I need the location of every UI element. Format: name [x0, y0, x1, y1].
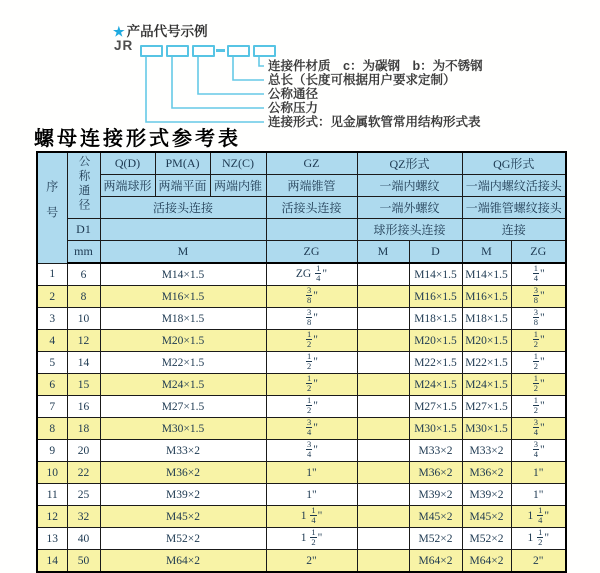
cell-dn-mm: 12 — [67, 330, 100, 352]
header-d1: D1 — [67, 219, 100, 241]
cell-qz-m — [357, 308, 409, 330]
cell-qz-d: M16×1.5 — [409, 286, 462, 308]
cell-dn-mm: 6 — [67, 263, 100, 286]
cell-gz-zg: 1 $\frac{1}{2}$ " — [266, 528, 357, 550]
code-box-5 — [253, 45, 276, 57]
header-zg: ZG — [266, 241, 357, 264]
header-qz-form: QZ形式 — [357, 152, 462, 175]
cell-qz-m — [357, 263, 409, 286]
cell-qz-d: M27×1.5 — [409, 396, 462, 418]
label-total-length: 总长（长度可根据用户要求定制） — [268, 73, 456, 87]
cell-qz-d: M24×1.5 — [409, 374, 462, 396]
cell-qg-zg: $\frac{1}{4}$ " — [511, 263, 566, 286]
cell-qz-d: M52×2 — [409, 528, 462, 550]
table-row — [37, 308, 566, 330]
cell-qz-m — [357, 418, 409, 440]
cell-seq-no: 10 — [37, 462, 67, 484]
cell-qz-m — [357, 462, 409, 484]
cell-qg-m: M18×1.5 — [462, 308, 511, 330]
table-row — [37, 418, 566, 440]
cell-m: M24×1.5 — [100, 374, 266, 396]
cell-qg-m: M30×1.5 — [462, 418, 511, 440]
cell-gz-zg: $\frac{1}{2}$ " — [266, 374, 357, 396]
label-nominal-press: 公称压力 — [268, 101, 319, 115]
cell-qz-m — [357, 352, 409, 374]
cell-qz-m — [357, 550, 409, 573]
table-row — [37, 484, 566, 506]
header-gz: GZ — [266, 152, 357, 175]
cell-dn-mm: 50 — [67, 550, 100, 573]
cell-qg-m: M27×1.5 — [462, 396, 511, 418]
label-material: 连接件材质 c：为碳钢 b：为不锈钢 — [268, 59, 483, 73]
code-box-3 — [192, 45, 215, 57]
cell-seq-no: 4 — [37, 330, 67, 352]
cell-seq-no: 9 — [37, 440, 67, 462]
cell-seq-no: 1 — [37, 263, 67, 286]
code-box-2 — [166, 45, 189, 57]
header-qz-m: M — [357, 241, 409, 264]
code-prefix: JR — [114, 38, 134, 53]
cell-m: M30×1.5 — [100, 418, 266, 440]
cell-qg-zg: $\frac{3}{8}$ " — [511, 286, 566, 308]
table-row — [37, 462, 566, 484]
header-conn: 连接 — [462, 219, 566, 241]
nut-connection-reference-table — [36, 151, 567, 573]
header-q-d: Q(D) — [100, 152, 155, 175]
cell-qz-d: M45×2 — [409, 506, 462, 528]
cell-m: M27×1.5 — [100, 396, 266, 418]
cell-gz-zg: $\frac{3}{4}$ " — [266, 440, 357, 462]
cell-qg-zg: 2" — [511, 550, 566, 573]
cell-dn-mm: 16 — [67, 396, 100, 418]
cell-gz-zg: ZG $\frac{1}{4}$ " — [266, 263, 357, 286]
cell-qz-d: M30×1.5 — [409, 418, 462, 440]
cell-m: M52×2 — [100, 528, 266, 550]
cell-gz-zg: 1" — [266, 484, 357, 506]
label-nominal-dia: 公称通径 — [268, 87, 319, 101]
code-dash — [216, 49, 225, 52]
cell-gz-zg: $\frac{3}{8}$ " — [266, 308, 357, 330]
cell-qz-d: M64×2 — [409, 550, 462, 573]
cell-m: M45×2 — [100, 506, 266, 528]
cell-qg-m: M16×1.5 — [462, 286, 511, 308]
cell-qz-d: M22×1.5 — [409, 352, 462, 374]
cell-m: M16×1.5 — [100, 286, 266, 308]
header-union-conn: 活接头连接 — [100, 197, 266, 219]
cell-qg-zg: $\frac{1}{2}$ " — [511, 330, 566, 352]
header-qz-sub1: 一端内螺纹 — [357, 175, 462, 197]
cell-seq-no: 14 — [37, 550, 67, 573]
cell-qz-m — [357, 484, 409, 506]
cell-gz-zg: 1 $\frac{1}{4}$ " — [266, 506, 357, 528]
header-gz-sub: 两端锥管 — [266, 175, 357, 197]
cell-qg-zg: $\frac{1}{2}$ " — [511, 352, 566, 374]
cell-qz-m — [357, 286, 409, 308]
header-pm-a: PM(A) — [155, 152, 210, 175]
cell-qg-zg: $\frac{1}{2}$ " — [511, 374, 566, 396]
header-qg-zg: ZG — [511, 241, 566, 264]
cell-qz-d: M18×1.5 — [409, 308, 462, 330]
cell-qz-m — [357, 528, 409, 550]
table-row — [37, 374, 566, 396]
cell-qz-m — [357, 330, 409, 352]
cell-qz-d: M39×2 — [409, 484, 462, 506]
cell-gz-zg: $\frac{1}{2}$ " — [266, 330, 357, 352]
cell-m: M18×1.5 — [100, 308, 266, 330]
cell-m: M20×1.5 — [100, 330, 266, 352]
header-qz-d: D — [409, 241, 462, 264]
table-row — [37, 440, 566, 462]
header-seq-no: 序号 — [37, 152, 67, 263]
header-m: M — [100, 241, 266, 264]
cell-m: M33×2 — [100, 440, 266, 462]
header-q-sub: 两端球形 — [100, 175, 155, 197]
cell-seq-no: 12 — [37, 506, 67, 528]
cell-qz-m — [357, 506, 409, 528]
cell-dn-mm: 32 — [67, 506, 100, 528]
table-row — [37, 506, 566, 528]
cell-m: M64×2 — [100, 550, 266, 573]
cell-qg-m: M52×2 — [462, 528, 511, 550]
cell-qg-m: M39×2 — [462, 484, 511, 506]
table-row — [37, 528, 566, 550]
cell-qg-m: M24×1.5 — [462, 374, 511, 396]
cell-dn-mm: 20 — [67, 440, 100, 462]
cell-qg-zg: 1" — [511, 462, 566, 484]
empty-cell — [100, 219, 266, 241]
header-ball-conn: 球形接头连接 — [357, 219, 462, 241]
cell-seq-no: 6 — [37, 374, 67, 396]
cell-m: M14×1.5 — [100, 263, 266, 286]
cell-qg-m: M20×1.5 — [462, 330, 511, 352]
cell-qz-d: M33×2 — [409, 440, 462, 462]
cell-qz-m — [357, 440, 409, 462]
diagram-heading — [113, 20, 208, 40]
empty-cell — [266, 219, 357, 241]
table-title: 螺母连接形式参考表 — [34, 126, 241, 150]
code-box-4 — [227, 45, 250, 57]
cell-qz-m — [357, 396, 409, 418]
cell-seq-no: 11 — [37, 484, 67, 506]
header-qg-sub2: 一端锥管螺纹接头 — [462, 197, 566, 219]
cell-qg-zg: 1 $\frac{1}{2}$ " — [511, 528, 566, 550]
cell-dn-mm: 15 — [67, 374, 100, 396]
cell-gz-zg: $\frac{1}{2}$ " — [266, 352, 357, 374]
cell-qg-m: M33×2 — [462, 440, 511, 462]
code-box-1 — [140, 45, 163, 57]
header-qg-sub1: 一端内螺纹活接头 — [462, 175, 566, 197]
cell-dn-mm: 10 — [67, 308, 100, 330]
header-pm-sub: 两端平面 — [155, 175, 210, 197]
header-qg-form: QG形式 — [462, 152, 566, 175]
table-row — [37, 352, 566, 374]
cell-qg-zg: 1" — [511, 484, 566, 506]
header-nz-c: NZ(C) — [210, 152, 266, 175]
table-row — [37, 286, 566, 308]
header-mm: mm — [67, 241, 100, 264]
cell-seq-no: 3 — [37, 308, 67, 330]
cell-qg-m: M64×2 — [462, 550, 511, 573]
cell-seq-no: 2 — [37, 286, 67, 308]
cell-qz-d: M20×1.5 — [409, 330, 462, 352]
cell-dn-mm: 18 — [67, 418, 100, 440]
cell-dn-mm: 14 — [67, 352, 100, 374]
cell-dn-mm: 22 — [67, 462, 100, 484]
cell-qg-zg: $\frac{3}{8}$ " — [511, 308, 566, 330]
cell-qz-d: M14×1.5 — [409, 263, 462, 286]
cell-qg-m: M36×2 — [462, 462, 511, 484]
cell-dn-mm: 8 — [67, 286, 100, 308]
diagram-heading-text: 产品代号示例 — [126, 24, 208, 39]
cell-qz-d: M36×2 — [409, 462, 462, 484]
cell-qg-zg: $\frac{3}{4}$ " — [511, 418, 566, 440]
label-conn-form: 连接形式：见金属软管常用结构形式表 — [268, 115, 481, 129]
cell-qg-m: M45×2 — [462, 506, 511, 528]
cell-gz-zg: $\frac{3}{4}$ " — [266, 418, 357, 440]
star-icon: ★ — [113, 24, 125, 39]
table-row — [37, 263, 566, 286]
cell-gz-zg: 1" — [266, 462, 357, 484]
cell-qg-zg: $\frac{1}{2}$ " — [511, 396, 566, 418]
cell-qg-zg: 1 $\frac{1}{4}$ " — [511, 506, 566, 528]
cell-dn-mm: 25 — [67, 484, 100, 506]
table-row — [37, 550, 566, 573]
cell-m: M22×1.5 — [100, 352, 266, 374]
header-qg-m: M — [462, 241, 511, 264]
cell-gz-zg: 2" — [266, 550, 357, 573]
table-row — [37, 396, 566, 418]
cell-seq-no: 8 — [37, 418, 67, 440]
cell-m: M39×2 — [100, 484, 266, 506]
cell-m: M36×2 — [100, 462, 266, 484]
cell-qz-m — [357, 374, 409, 396]
header-qz-sub2: 一端外螺纹 — [357, 197, 462, 219]
header-nominal-dia: 公称通径 — [67, 152, 100, 219]
cell-gz-zg: $\frac{3}{8}$ " — [266, 286, 357, 308]
table-row — [37, 330, 566, 352]
cell-seq-no: 13 — [37, 528, 67, 550]
cell-seq-no: 5 — [37, 352, 67, 374]
cell-seq-no: 7 — [37, 396, 67, 418]
header-gz-conn: 活接头连接 — [266, 197, 357, 219]
header-nz-sub: 两端内锥 — [210, 175, 266, 197]
cell-qg-m: M22×1.5 — [462, 352, 511, 374]
cell-gz-zg: $\frac{1}{2}$ " — [266, 396, 357, 418]
cell-qg-m: M14×1.5 — [462, 263, 511, 286]
cell-dn-mm: 40 — [67, 528, 100, 550]
cell-qg-zg: $\frac{3}{4}$ " — [511, 440, 566, 462]
